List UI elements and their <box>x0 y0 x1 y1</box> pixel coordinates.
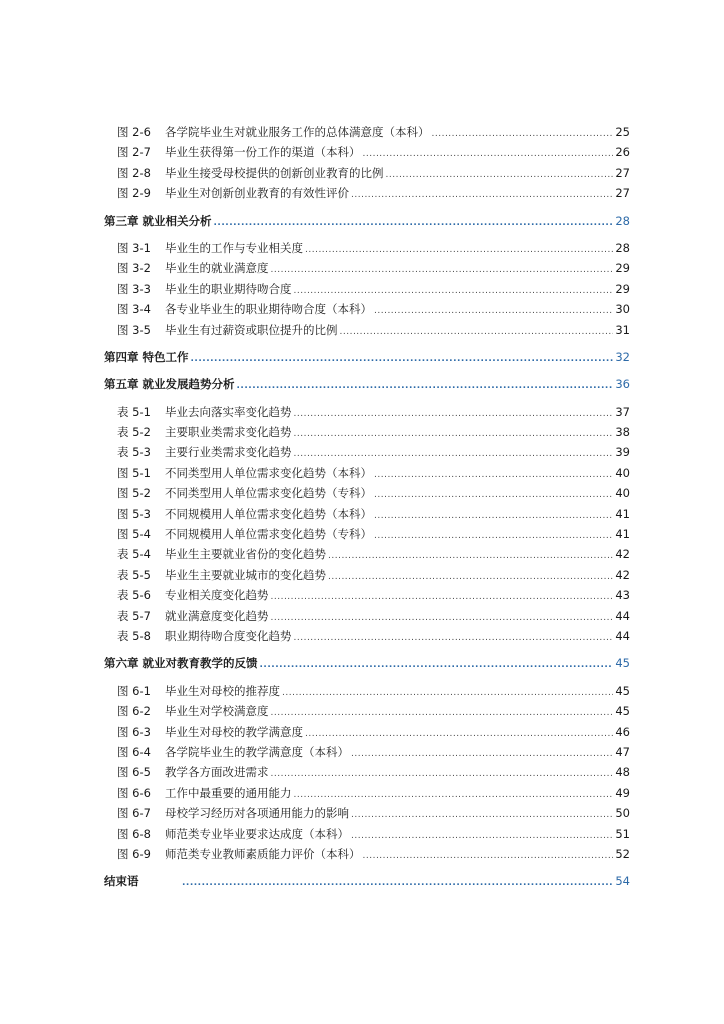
entry-number: 图 2-7 <box>117 145 151 160</box>
dot-leader <box>294 628 614 648</box>
dot-leader <box>182 873 613 893</box>
entry-page: 43 <box>615 588 630 603</box>
entry-title: 职业期待吻合度变化趋势 <box>165 628 292 643</box>
dot-leader <box>305 724 613 744</box>
dot-leader <box>374 465 613 485</box>
entry-number: 图 6-1 <box>117 683 151 698</box>
toc-entry-fig-5-3[interactable] <box>104 504 630 524</box>
toc-entry-fig-6-7[interactable] <box>104 803 630 823</box>
toc-entry-fig-6-6[interactable] <box>104 783 630 803</box>
chapter-title: 第六章 就业对教育教学的反馈 <box>104 656 258 671</box>
entry-title: 毕业去向落实率变化趋势 <box>165 404 292 419</box>
entry-number: 图 6-6 <box>117 785 151 800</box>
entry-page: 27 <box>615 165 630 180</box>
entry-number: 图 5-4 <box>117 527 151 542</box>
toc-entry-table-5-2[interactable] <box>104 422 630 442</box>
toc-entry-table-5-4[interactable] <box>104 544 630 564</box>
toc-entry-fig-6-1[interactable] <box>104 681 630 701</box>
chapter-page: 36 <box>615 377 630 392</box>
entry-page: 44 <box>615 608 630 623</box>
entry-page: 29 <box>615 281 630 296</box>
dot-leader <box>374 506 613 526</box>
entry-title: 师范类专业毕业要求达成度（本科） <box>165 826 349 841</box>
entry-title: 不同规模用人单位需求变化趋势（专科） <box>165 527 372 542</box>
entry-page: 27 <box>615 186 630 201</box>
entry-title: 教学各方面改进需求 <box>165 765 269 780</box>
entry-title: 师范类专业教师素质能力评价（本科） <box>165 846 361 861</box>
entry-number: 图 3-3 <box>117 281 151 296</box>
dot-leader <box>432 124 614 144</box>
dot-leader <box>351 744 613 764</box>
entry-page: 42 <box>615 547 630 562</box>
toc-entry-table-5-7[interactable] <box>104 606 630 626</box>
dot-leader <box>294 785 614 805</box>
dot-leader <box>328 546 613 566</box>
entry-number: 图 3-2 <box>117 261 151 276</box>
entry-page: 48 <box>615 765 630 780</box>
entry-page: 49 <box>615 785 630 800</box>
entry-number: 图 2-9 <box>117 186 151 201</box>
toc-entry-table-5-8[interactable] <box>104 626 630 646</box>
toc-entry-fig-3-2[interactable] <box>104 258 630 278</box>
entry-title: 不同类型用人单位需求变化趋势（本科） <box>165 465 372 480</box>
entry-title: 毕业生有过薪资或职位提升的比例 <box>165 322 338 337</box>
entry-number: 表 5-6 <box>117 588 151 603</box>
entry-page: 37 <box>615 404 630 419</box>
entry-title: 毕业生对创新创业教育的有效性评价 <box>165 186 349 201</box>
dot-leader <box>271 703 614 723</box>
entry-number: 图 3-5 <box>117 322 151 337</box>
entry-title: 毕业生对学校满意度 <box>165 704 269 719</box>
entry-number: 表 5-3 <box>117 445 151 460</box>
dot-leader <box>214 213 614 233</box>
dot-leader <box>294 424 614 444</box>
entry-number: 图 5-3 <box>117 506 151 521</box>
toc-entry-fig-2-9[interactable] <box>104 183 630 203</box>
toc-entry-fig-5-4[interactable] <box>104 524 630 544</box>
dot-leader <box>271 608 614 628</box>
entry-number: 图 6-9 <box>117 846 151 861</box>
toc-entry-fig-6-4[interactable] <box>104 742 630 762</box>
entry-title: 母校学习经历对各项通用能力的影响 <box>165 806 349 821</box>
toc-entry-fig-6-9[interactable] <box>104 844 630 864</box>
toc-entry-table-5-3[interactable] <box>104 442 630 462</box>
chapter-page: 45 <box>615 656 630 671</box>
entry-title: 工作中最重要的通用能力 <box>165 785 292 800</box>
entry-title: 毕业生主要就业城市的变化趋势 <box>165 567 326 582</box>
dot-leader <box>363 144 614 164</box>
entry-number: 图 6-4 <box>117 744 151 759</box>
entry-page: 38 <box>615 425 630 440</box>
chapter-page: 54 <box>615 874 630 889</box>
entry-title: 各专业毕业生的职业期待吻合度（本科） <box>165 302 372 317</box>
entry-title: 毕业生接受母校提供的创新创业教育的比例 <box>165 165 384 180</box>
entry-number: 图 3-4 <box>117 302 151 317</box>
entry-title: 主要职业类需求变化趋势 <box>165 425 292 440</box>
dot-leader <box>191 349 614 369</box>
entry-title: 各学院毕业生的教学满意度（本科） <box>165 744 349 759</box>
entry-number: 图 6-3 <box>117 724 151 739</box>
entry-page: 45 <box>615 704 630 719</box>
toc-entry-fig-2-6[interactable] <box>104 122 630 142</box>
entry-page: 50 <box>615 806 630 821</box>
toc-entry-fig-5-2[interactable] <box>104 483 630 503</box>
entry-page: 41 <box>615 506 630 521</box>
entry-number: 表 5-2 <box>117 425 151 440</box>
dot-leader <box>340 322 614 342</box>
toc-entry-fig-6-3[interactable] <box>104 722 630 742</box>
toc-entry-fig-3-5[interactable] <box>104 320 630 340</box>
entry-title: 毕业生对母校的推荐度 <box>165 683 280 698</box>
entry-title: 各学院毕业生对就业服务工作的总体满意度（本科） <box>165 125 430 139</box>
toc-entry-fig-3-4[interactable] <box>104 299 630 319</box>
entry-title: 不同规模用人单位需求变化趋势（本科） <box>165 506 372 521</box>
entry-page: 45 <box>615 683 630 698</box>
dot-leader <box>294 444 614 464</box>
entry-page: 40 <box>615 486 630 501</box>
entry-page: 46 <box>615 724 630 739</box>
toc-entry-fig-3-1[interactable] <box>104 238 630 258</box>
entry-title: 毕业生的工作与专业相关度 <box>165 240 303 255</box>
dot-leader <box>328 567 613 587</box>
dot-leader <box>271 764 614 784</box>
dot-leader <box>374 526 613 546</box>
entry-page: 52 <box>615 846 630 861</box>
toc-chapter-3[interactable] <box>104 211 630 231</box>
entry-title: 就业满意度变化趋势 <box>165 608 269 623</box>
dot-leader <box>363 846 614 866</box>
entry-number: 图 6-2 <box>117 704 151 719</box>
entry-number: 表 5-4 <box>117 547 151 562</box>
entry-title: 毕业生主要就业省份的变化趋势 <box>165 547 326 562</box>
entry-number: 表 5-1 <box>117 404 151 419</box>
dot-leader <box>374 485 613 505</box>
toc-chapter-6[interactable] <box>104 653 630 673</box>
entry-number: 图 5-1 <box>117 465 151 480</box>
entry-page: 47 <box>615 744 630 759</box>
entry-number: 图 6-7 <box>117 806 151 821</box>
entry-page: 51 <box>615 826 630 841</box>
toc-entry-fig-6-2[interactable] <box>104 701 630 721</box>
entry-title: 不同类型用人单位需求变化趋势（专科） <box>165 486 372 501</box>
toc-entry-table-5-6[interactable] <box>104 585 630 605</box>
entry-title: 毕业生的就业满意度 <box>165 261 269 276</box>
toc-entry-fig-5-1[interactable] <box>104 463 630 483</box>
toc-chapter-4[interactable] <box>104 347 630 367</box>
chapter-title: 结束语 <box>104 874 139 889</box>
entry-page: 26 <box>615 145 630 160</box>
toc-entry-fig-6-8[interactable] <box>104 824 630 844</box>
toc-entry-table-5-1[interactable] <box>104 402 630 422</box>
entry-number: 图 3-1 <box>117 240 151 255</box>
dot-leader <box>374 301 613 321</box>
entry-number: 图 5-2 <box>117 486 151 501</box>
toc-conclusion[interactable] <box>104 871 630 891</box>
entry-page: 44 <box>615 628 630 643</box>
entry-page: 28 <box>615 240 630 255</box>
dot-leader <box>305 240 613 260</box>
entry-page: 40 <box>615 465 630 480</box>
entry-number: 表 5-7 <box>117 608 151 623</box>
entry-page: 25 <box>615 125 630 139</box>
dot-leader <box>271 260 614 280</box>
chapter-page: 32 <box>615 349 630 364</box>
entry-number: 图 2-6 <box>117 125 151 139</box>
chapter-title: 第四章 特色工作 <box>104 349 189 364</box>
entry-title: 专业相关度变化趋势 <box>165 588 269 603</box>
entry-page: 39 <box>615 445 630 460</box>
chapter-title: 第五章 就业发展趋势分析 <box>104 377 235 392</box>
entry-number: 表 5-5 <box>117 567 151 582</box>
entry-number: 图 2-8 <box>117 165 151 180</box>
dot-leader <box>351 826 613 846</box>
entry-title: 毕业生对母校的教学满意度 <box>165 724 303 739</box>
toc-entry-fig-3-3[interactable] <box>104 279 630 299</box>
dot-leader <box>237 376 614 396</box>
dot-leader <box>294 404 614 424</box>
entry-title: 主要行业类需求变化趋势 <box>165 445 292 460</box>
toc-chapter-5[interactable] <box>104 374 630 394</box>
table-of-contents <box>104 122 630 899</box>
entry-title: 毕业生获得第一份工作的渠道（本科） <box>165 145 361 160</box>
toc-entry-fig-2-7[interactable] <box>104 142 630 162</box>
entry-page: 41 <box>615 527 630 542</box>
entry-number: 表 5-8 <box>117 628 151 643</box>
entry-page: 29 <box>615 261 630 276</box>
dot-leader <box>282 683 613 703</box>
entry-title: 毕业生的职业期待吻合度 <box>165 281 292 296</box>
dot-leader <box>294 281 614 301</box>
dot-leader <box>351 185 613 205</box>
entry-page: 30 <box>615 302 630 317</box>
chapter-title: 第三章 就业相关分析 <box>104 213 212 228</box>
toc-entry-fig-6-5[interactable] <box>104 762 630 782</box>
toc-entry-table-5-5[interactable] <box>104 565 630 585</box>
dot-leader <box>351 805 613 825</box>
entry-page: 42 <box>615 567 630 582</box>
entry-number: 图 6-8 <box>117 826 151 841</box>
dot-leader <box>386 165 614 185</box>
entry-page: 31 <box>615 322 630 337</box>
dot-leader <box>260 655 614 675</box>
chapter-page: 28 <box>615 213 630 228</box>
dot-leader <box>271 587 614 607</box>
toc-entry-fig-2-8[interactable] <box>104 163 630 183</box>
entry-number: 图 6-5 <box>117 765 151 780</box>
